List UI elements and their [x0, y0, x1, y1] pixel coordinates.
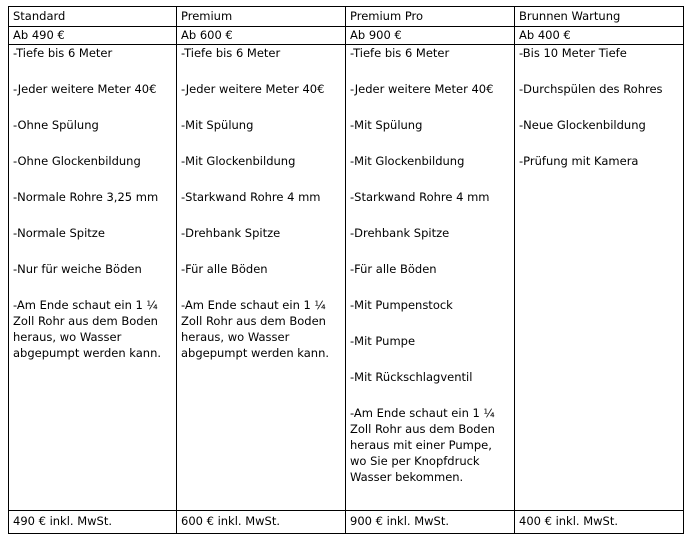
- price-premium-pro: Ab 900 €: [346, 27, 515, 45]
- features-cell-brunnen-wartung: [515, 45, 684, 511]
- feature-list-premium-pro: [350, 45, 510, 485]
- column-header-premium: Premium: [177, 7, 346, 27]
- feature-item: -Für alle Böden: [181, 262, 268, 276]
- feature-list-brunnen-wartung: [519, 45, 679, 169]
- feature-item: -Neue Glockenbildung: [519, 118, 646, 132]
- feature-item: -Durchspülen des Rohres: [519, 82, 663, 96]
- feature-list-premium: [181, 45, 341, 361]
- pricing-table: [8, 6, 684, 534]
- features-cell-premium: [177, 45, 346, 511]
- feature-item: -Tiefe bis 6 Meter: [350, 46, 450, 60]
- total-row: [9, 511, 684, 534]
- feature-item: -Drehbank Spitze: [181, 226, 281, 240]
- price-brunnen-wartung: Ab 400 €: [515, 27, 684, 45]
- feature-item: -Ohne Glockenbildung: [13, 154, 141, 168]
- feature-item: -Tiefe bis 6 Meter: [13, 46, 113, 60]
- feature-item: -Ohne Spülung: [13, 118, 99, 132]
- feature-item: -Am Ende schaut ein 1 ¼ Zoll Rohr aus dem Boden heraus mit einer Pumpe, wo Sie per Knopfdruck Wasser bekommen.: [350, 406, 495, 484]
- feature-item: -Drehbank Spitze: [350, 226, 450, 240]
- features-cell-standard: [9, 45, 177, 511]
- feature-item: -Mit Glockenbildung: [350, 154, 465, 168]
- total-premium-pro: 900 € inkl. MwSt.: [346, 511, 515, 534]
- feature-item: -Mit Pumpenstock: [350, 298, 453, 312]
- feature-item: -Mit Spülung: [350, 118, 423, 132]
- column-header-premium-pro: Premium Pro: [346, 7, 515, 27]
- feature-item: -Für alle Böden: [350, 262, 437, 276]
- feature-item: -Starkwand Rohre 4 mm: [350, 190, 490, 204]
- column-header-standard: Standard: [9, 7, 177, 27]
- feature-item: -Nur für weiche Böden: [13, 262, 142, 276]
- features-row: [9, 45, 684, 511]
- feature-item: -Mit Rückschlagventil: [350, 370, 473, 384]
- price-premium: Ab 600 €: [177, 27, 346, 45]
- total-brunnen-wartung: 400 € inkl. MwSt.: [515, 511, 684, 534]
- feature-list-standard: [13, 45, 172, 361]
- feature-item: -Bis 10 Meter Tiefe: [519, 46, 627, 60]
- feature-item: -Prüfung mit Kamera: [519, 154, 639, 168]
- feature-item: -Jeder weitere Meter 40€: [181, 82, 325, 96]
- feature-item: -Normale Rohre 3,25 mm: [13, 190, 159, 204]
- feature-item: -Mit Glockenbildung: [181, 154, 296, 168]
- feature-item: -Am Ende schaut ein 1 ¼ Zoll Rohr aus dem Boden heraus, wo Wasser abgepumpt werden kann.: [181, 298, 330, 360]
- feature-item: -Jeder weitere Meter 40€: [13, 82, 157, 96]
- feature-item: -Tiefe bis 6 Meter: [181, 46, 281, 60]
- feature-item: -Am Ende schaut ein 1 ¼ Zoll Rohr aus dem Boden heraus, wo Wasser abgepumpt werden kann.: [13, 298, 162, 360]
- total-standard: 490 € inkl. MwSt.: [9, 511, 177, 534]
- price-row: [9, 27, 684, 45]
- column-header-brunnen-wartung: Brunnen Wartung: [515, 7, 684, 27]
- feature-item: -Mit Pumpe: [350, 334, 416, 348]
- feature-item: -Starkwand Rohre 4 mm: [181, 190, 321, 204]
- feature-item: -Mit Spülung: [181, 118, 254, 132]
- total-premium: 600 € inkl. MwSt.: [177, 511, 346, 534]
- features-cell-premium-pro: [346, 45, 515, 511]
- feature-item: -Jeder weitere Meter 40€: [350, 82, 494, 96]
- price-standard: Ab 490 €: [9, 27, 177, 45]
- header-row: [9, 7, 684, 27]
- feature-item: -Normale Spitze: [13, 226, 105, 240]
